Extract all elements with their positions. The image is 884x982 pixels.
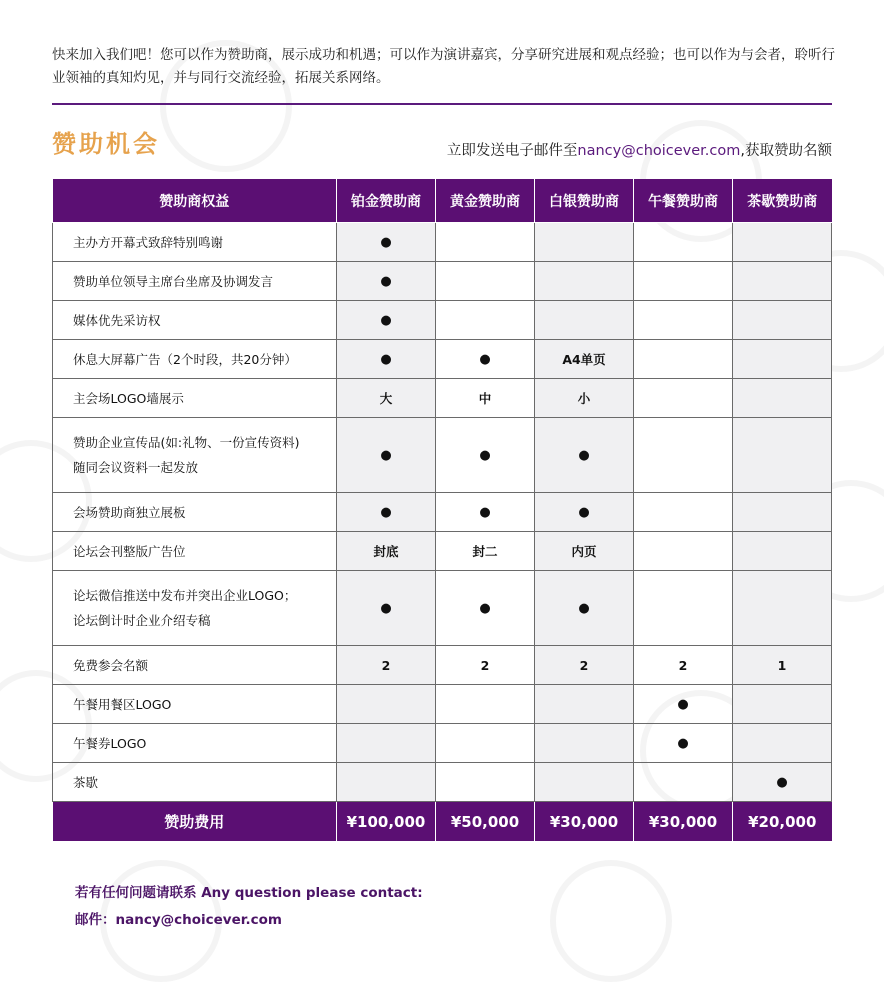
benefit-cell: 2 bbox=[337, 646, 436, 685]
benefit-cell: 2 bbox=[634, 646, 733, 685]
benefit-cell bbox=[733, 724, 832, 763]
benefit-cell: 2 bbox=[436, 646, 535, 685]
benefit-label bbox=[53, 340, 337, 379]
benefit-cell bbox=[733, 571, 832, 646]
header-benefits: 赞助商权益 bbox=[53, 179, 337, 223]
benefit-cell: 内页 bbox=[535, 532, 634, 571]
benefit-cell: ● bbox=[337, 418, 436, 493]
benefit-cell bbox=[634, 571, 733, 646]
benefit-cell: ● bbox=[535, 571, 634, 646]
benefit-cell: ● bbox=[436, 493, 535, 532]
table-row bbox=[53, 646, 832, 685]
benefit-label bbox=[53, 646, 337, 685]
footer-question-line: 若有任何问题请联系 Any question please contact: bbox=[75, 885, 423, 901]
contact-line bbox=[447, 139, 832, 160]
benefit-label-line: 免费参会名额 bbox=[73, 657, 149, 673]
benefit-label bbox=[53, 301, 337, 340]
benefit-cell: ● bbox=[733, 763, 832, 802]
benefit-cell bbox=[733, 223, 832, 262]
benefit-cell: ● bbox=[535, 493, 634, 532]
footer-contact bbox=[75, 880, 423, 934]
header-lunch: 午餐赞助商 bbox=[634, 179, 733, 223]
table-row bbox=[53, 301, 832, 340]
benefit-label-line: 论坛微信推送中发布并突出企业LOGO； bbox=[73, 588, 297, 603]
benefit-label-line: 主会场LOGO墙展示 bbox=[73, 390, 184, 406]
benefit-label-line: 赞助单位领导主席台坐席及协调发言 bbox=[73, 273, 274, 289]
fee-lunch: ¥30,000 bbox=[634, 802, 733, 842]
benefit-cell bbox=[436, 763, 535, 802]
watermark-seal bbox=[550, 860, 672, 982]
intro-paragraph: 快来加入我们吧！您可以作为赞助商，展示成功和机遇；可以作为演讲嘉宾，分享研究进展和观点经验；也可以作为与会者，聆听行业领袖的真知灼见，并与同行交流经验，拓展关系网络。 bbox=[52, 47, 835, 86]
benefit-cell bbox=[535, 262, 634, 301]
benefit-cell: ● bbox=[337, 262, 436, 301]
fee-platinum: ¥100,000 bbox=[337, 802, 436, 842]
benefit-cell bbox=[634, 532, 733, 571]
benefit-cell bbox=[634, 340, 733, 379]
benefit-cell bbox=[436, 301, 535, 340]
benefit-cell bbox=[535, 301, 634, 340]
benefit-cell: ● bbox=[436, 340, 535, 379]
benefit-label-line: 随同会议资料一起发放 bbox=[73, 460, 199, 475]
table-row bbox=[53, 532, 832, 571]
divider bbox=[52, 103, 832, 105]
benefit-label-line: 主办方开幕式致辞特别鸣谢 bbox=[73, 234, 224, 250]
benefit-cell bbox=[535, 724, 634, 763]
benefit-cell bbox=[436, 223, 535, 262]
header-tea-break: 茶歇赞助商 bbox=[733, 179, 832, 223]
benefit-cell bbox=[337, 724, 436, 763]
benefit-cell bbox=[733, 379, 832, 418]
section-title: 赞助机会 bbox=[52, 130, 160, 158]
benefit-cell bbox=[436, 724, 535, 763]
benefit-label bbox=[53, 223, 337, 262]
benefit-cell: ● bbox=[337, 223, 436, 262]
benefit-cell bbox=[337, 763, 436, 802]
fee-tea-break: ¥20,000 bbox=[733, 802, 832, 842]
fee-silver: ¥30,000 bbox=[535, 802, 634, 842]
benefit-label bbox=[53, 724, 337, 763]
table-row bbox=[53, 571, 832, 646]
benefit-label-line: 媒体优先采访权 bbox=[73, 312, 161, 328]
benefit-cell bbox=[634, 418, 733, 493]
benefit-label-line: 论坛倒计时企业介绍专稿 bbox=[73, 613, 211, 628]
benefit-cell: 封底 bbox=[337, 532, 436, 571]
benefit-cell bbox=[634, 493, 733, 532]
table-row bbox=[53, 724, 832, 763]
benefit-cell bbox=[535, 685, 634, 724]
contact-suffix: ,获取赞助名额 bbox=[740, 143, 832, 159]
footer-email-line[interactable]: 邮件：nancy@choicever.com bbox=[75, 912, 282, 928]
benefit-cell: ● bbox=[337, 340, 436, 379]
sponsorship-table bbox=[52, 179, 832, 841]
benefit-cell bbox=[733, 493, 832, 532]
benefit-label bbox=[53, 763, 337, 802]
benefit-cell: ● bbox=[634, 685, 733, 724]
benefit-label bbox=[53, 379, 337, 418]
benefit-label bbox=[53, 262, 337, 301]
benefit-cell: ● bbox=[634, 724, 733, 763]
benefit-cell bbox=[436, 262, 535, 301]
table-row bbox=[53, 379, 832, 418]
benefit-cell: ● bbox=[337, 301, 436, 340]
benefit-cell: ● bbox=[337, 493, 436, 532]
benefit-cell: 中 bbox=[436, 379, 535, 418]
benefit-cell: 1 bbox=[733, 646, 832, 685]
benefit-label bbox=[53, 532, 337, 571]
benefit-label bbox=[53, 571, 337, 646]
table-row bbox=[53, 223, 832, 262]
benefit-label-line: 午餐用餐区LOGO bbox=[73, 696, 172, 712]
benefit-label-line: 会场赞助商独立展板 bbox=[73, 504, 186, 520]
header-platinum: 铂金赞助商 bbox=[337, 179, 436, 223]
benefit-label-line: 茶歇 bbox=[73, 774, 99, 790]
benefit-label-line: 休息大屏幕广告（2个时段，共20分钟） bbox=[73, 351, 297, 367]
benefit-cell bbox=[733, 685, 832, 724]
table-header-row bbox=[53, 179, 832, 223]
benefit-label bbox=[53, 418, 337, 493]
benefit-cell: 大 bbox=[337, 379, 436, 418]
benefit-label bbox=[53, 685, 337, 724]
table-row bbox=[53, 418, 832, 493]
benefit-cell: ● bbox=[535, 418, 634, 493]
benefit-cell bbox=[634, 763, 733, 802]
benefit-cell: ● bbox=[436, 418, 535, 493]
benefit-cell: 小 bbox=[535, 379, 634, 418]
fee-row bbox=[53, 802, 832, 842]
benefit-cell: 2 bbox=[535, 646, 634, 685]
benefit-cell bbox=[634, 301, 733, 340]
table-row bbox=[53, 340, 832, 379]
benefit-cell bbox=[733, 262, 832, 301]
benefit-cell bbox=[733, 418, 832, 493]
benefit-cell: 封二 bbox=[436, 532, 535, 571]
contact-prefix: 立即发送电子邮件至 bbox=[446, 143, 578, 159]
benefit-cell bbox=[634, 223, 733, 262]
benefit-cell bbox=[733, 301, 832, 340]
benefit-cell bbox=[733, 340, 832, 379]
benefit-cell bbox=[634, 379, 733, 418]
table-row bbox=[53, 763, 832, 802]
benefit-label-line: 赞助企业宣传品(如:礼物、一份宣传资料) bbox=[73, 435, 300, 450]
fee-gold: ¥50,000 bbox=[436, 802, 535, 842]
benefit-label-line: 论坛会刊整版广告位 bbox=[73, 543, 186, 559]
benefit-cell bbox=[535, 763, 634, 802]
benefit-cell bbox=[535, 223, 634, 262]
header-silver: 白银赞助商 bbox=[535, 179, 634, 223]
benefit-cell: ● bbox=[337, 571, 436, 646]
benefit-label-line: 午餐券LOGO bbox=[73, 735, 147, 751]
benefit-label bbox=[53, 493, 337, 532]
benefit-cell bbox=[733, 532, 832, 571]
contact-email-link[interactable]: nancy@choicever.com bbox=[577, 143, 741, 159]
benefit-cell bbox=[436, 685, 535, 724]
benefit-cell: ● bbox=[436, 571, 535, 646]
benefit-cell bbox=[634, 262, 733, 301]
header-gold: 黄金赞助商 bbox=[436, 179, 535, 223]
fee-label: 赞助费用 bbox=[53, 802, 337, 842]
table-row bbox=[53, 493, 832, 532]
benefit-cell bbox=[337, 685, 436, 724]
table-row bbox=[53, 262, 832, 301]
benefit-cell: A4单页 bbox=[535, 340, 634, 379]
table-row bbox=[53, 685, 832, 724]
